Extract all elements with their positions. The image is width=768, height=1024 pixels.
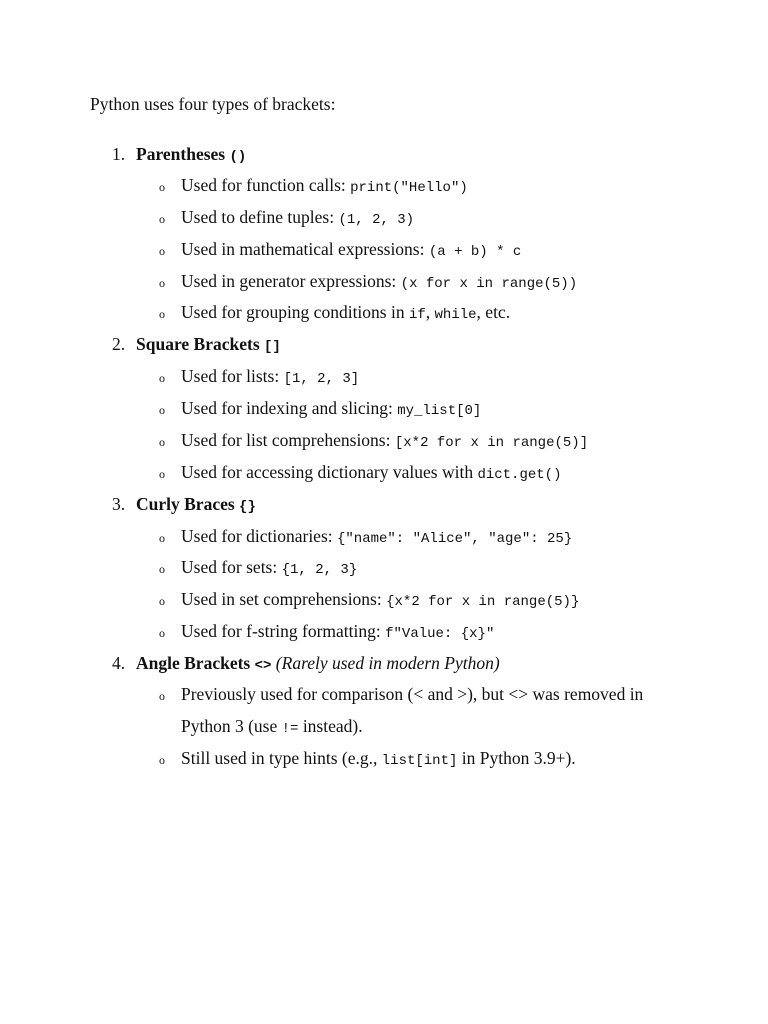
section-name: Square Brackets xyxy=(136,334,260,354)
code-snippet: f"Value: {x}" xyxy=(385,626,495,642)
code-snippet: my_list[0] xyxy=(397,403,482,419)
bullet-marker: o xyxy=(159,371,165,385)
bullet-marker: o xyxy=(159,467,165,481)
bullet-marker: o xyxy=(159,307,165,321)
bullet-marker: o xyxy=(159,435,165,449)
code-snippet: [x*2 for x in range(5)] xyxy=(394,435,589,451)
section-code: {} xyxy=(239,499,256,515)
bullet-marker: o xyxy=(159,403,165,417)
list-item: Used for grouping conditions in if, while, etc. xyxy=(181,302,511,323)
code-snippet: (x for x in range(5)) xyxy=(400,276,578,292)
section-name: Angle Brackets xyxy=(136,653,251,673)
bullet-marker: o xyxy=(159,531,165,545)
list-item: Used for accessing dictionary values with dict.get() xyxy=(181,462,562,483)
list-item: Used in set comprehensions: {x*2 for x in range(5)} xyxy=(181,589,580,610)
code-snippet: (1, 2, 3) xyxy=(338,212,415,228)
section-code: () xyxy=(229,149,247,165)
list-item: Used for sets: {1, 2, 3} xyxy=(181,557,358,578)
bullet-marker: o xyxy=(159,689,165,703)
section-curly-braces xyxy=(112,493,256,518)
bullet-marker: o xyxy=(159,626,165,640)
section-name: Curly Braces xyxy=(136,494,235,514)
code-snippet: [1, 2, 3] xyxy=(283,371,360,387)
list-item: Used for f-string formatting: f"Value: {x}" xyxy=(181,621,495,642)
bullet-marker: o xyxy=(159,180,165,194)
list-item: Used for function calls: print("Hello") xyxy=(181,175,468,196)
code-snippet: if xyxy=(408,307,426,323)
section-square-brackets xyxy=(112,333,281,358)
code-snippet: {1, 2, 3} xyxy=(281,562,358,578)
section-code: [] xyxy=(264,339,281,355)
section-note: (Rarely used in modern Python) xyxy=(275,653,500,673)
list-item: Used in mathematical expressions: (a + b) * c xyxy=(181,239,522,260)
bullet-marker: o xyxy=(159,753,165,767)
section-number: 4. xyxy=(112,653,126,673)
code-snippet: {x*2 for x in range(5)} xyxy=(386,594,580,610)
code-snippet: (a + b) * c xyxy=(428,244,522,260)
section-angle-brackets xyxy=(112,652,500,677)
list-item: Used to define tuples: (1, 2, 3) xyxy=(181,207,415,228)
bullet-marker: o xyxy=(159,276,165,290)
intro-text: Python uses four types of brackets: xyxy=(90,94,336,114)
section-number: 2. xyxy=(112,334,126,354)
list-item: Used for list comprehensions: [x*2 for x in range(5)] xyxy=(181,430,589,451)
bullet-marker: o xyxy=(159,594,165,608)
list-item: Used in generator expressions: (x for x in range(5)) xyxy=(181,271,578,292)
list-item: Used for indexing and slicing: my_list[0] xyxy=(181,398,482,419)
list-item: Used for lists: [1, 2, 3] xyxy=(181,366,360,387)
code-snippet: {"name": "Alice", "age": 25} xyxy=(337,531,573,547)
bullet-marker: o xyxy=(159,562,165,576)
section-parentheses xyxy=(112,143,246,168)
list-item: Still used in type hints (e.g., list[int] in Python 3.9+). xyxy=(181,748,576,769)
list-item: Previously used for comparison (< and >), but <> was removed in Python 3 (use != instead). xyxy=(181,684,644,737)
code-snippet: != xyxy=(281,721,299,737)
section-number: 3. xyxy=(112,494,126,514)
code-snippet: list[int] xyxy=(381,753,458,769)
code-snippet: dict.get() xyxy=(477,467,562,483)
code-snippet: while xyxy=(434,307,477,323)
section-name: Parentheses xyxy=(136,144,226,164)
bullet-marker: o xyxy=(159,212,165,226)
section-code: <> xyxy=(254,658,272,674)
code-snippet: print("Hello") xyxy=(350,180,468,196)
list-item: Used for dictionaries: {"name": "Alice", "age": 25} xyxy=(181,526,573,547)
section-number: 1. xyxy=(112,144,126,164)
bullet-marker: o xyxy=(159,244,165,258)
